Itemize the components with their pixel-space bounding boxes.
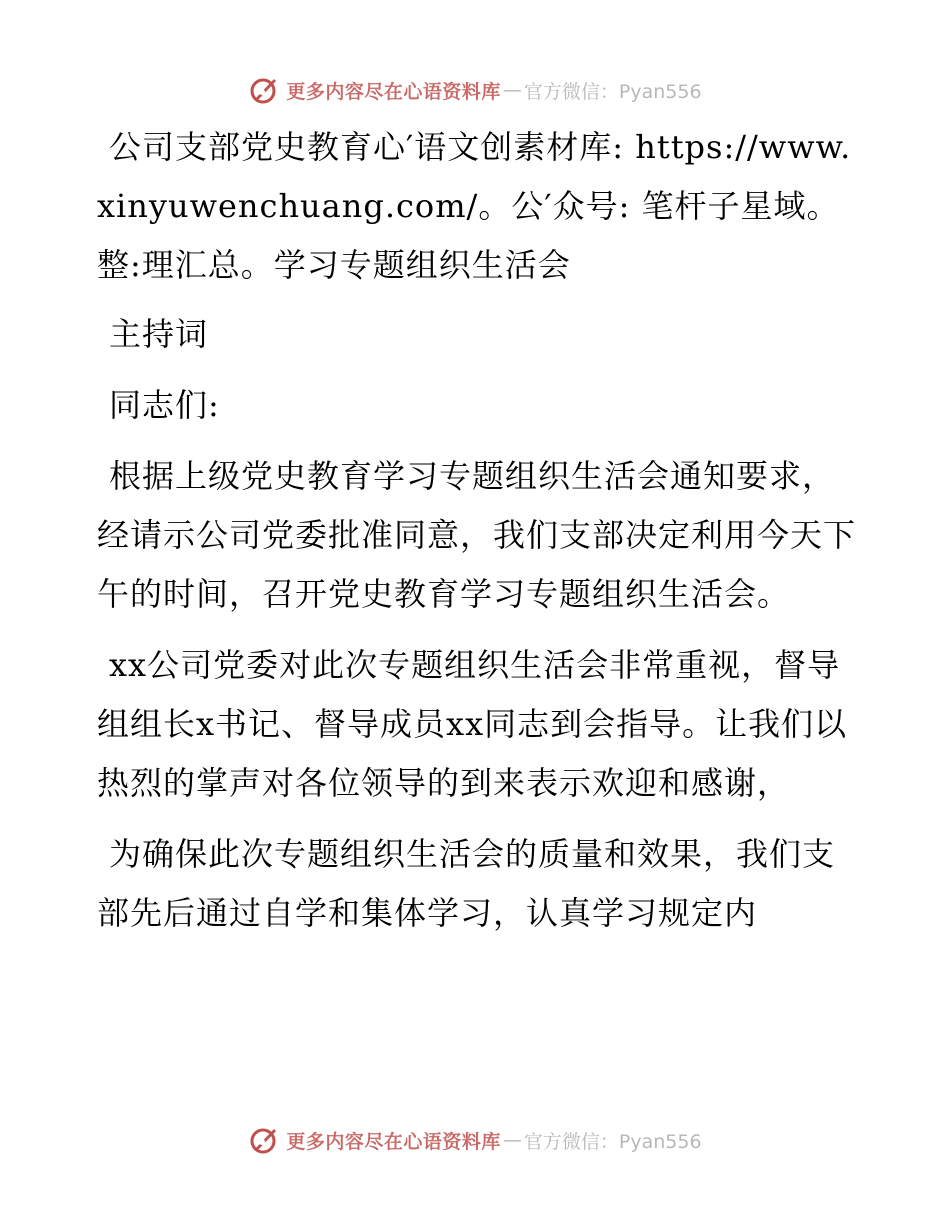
banner-separator: — <box>502 1129 522 1151</box>
heading-host-speech: 主持词 <box>109 315 209 353</box>
document-title-paragraph: 公司支部党史教育心′语文创素材库: https://www.xinyuwenchuang.com/。公′众号: 笔杆子星域。整:理汇总。学习专题组织生活会 <box>97 128 852 284</box>
banner-text: 更多内容尽在心语资料库 <box>286 80 501 103</box>
body-paragraph: xx公司党委对此次专题组织生活会非常重视，督导组组长x书记、督导成员xx同志到会指导。让我们以热烈的掌声对各位领导的到来表示欢迎和感谢， <box>97 646 848 802</box>
document-body <box>97 118 857 955</box>
body-paragraph: 为确保此次专题组织生活会的质量和效果，我们支部先后通过自学和集体学习，认真学习规定内 <box>97 835 836 932</box>
quill-circle-icon <box>248 1124 280 1156</box>
quill-circle-icon <box>248 74 280 106</box>
body-paragraph: 根据上级党史教育学习专题组织生活会通知要求，经请示公司党委批准同意，我们支部决定利用今天下午的时间，召开党史教育学习专题组织生活会。 <box>97 457 857 613</box>
banner-separator: — <box>502 79 522 101</box>
banner-text: 更多内容尽在心语资料库 <box>286 1130 501 1153</box>
banner-contact: 官方微信：Pyan556 <box>523 80 702 103</box>
banner-contact: 官方微信：Pyan556 <box>523 1130 702 1153</box>
footer-banner <box>0 1120 950 1160</box>
header-banner <box>0 70 950 110</box>
salutation: 同志们: <box>109 386 220 424</box>
